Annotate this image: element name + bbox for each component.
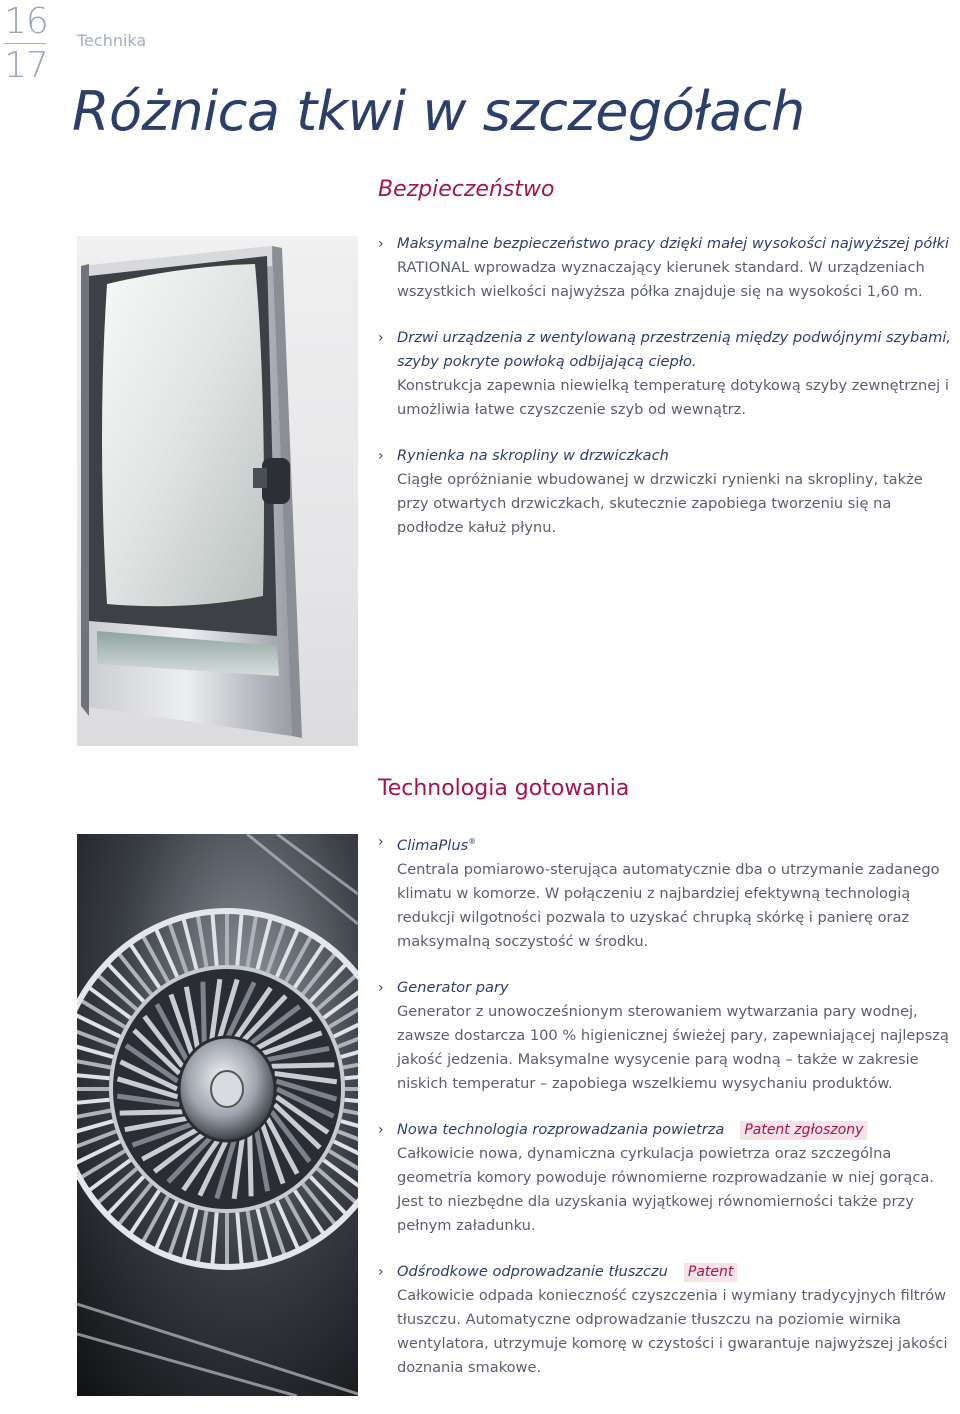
page-numbers xyxy=(4,2,48,86)
item-title: ClimaPlus xyxy=(397,836,469,854)
item-title: Rynienka na skropliny w drzwiczkach xyxy=(397,447,669,464)
item-title: Maksymalne bezpieczeństwo pracy dzięki małej wysokości najwyższej półki xyxy=(397,235,949,252)
item-body: Całkowicie nowa, dynamiczna cyrkulacja powietrza oraz szczególna geometria komory powoduje równomierne rozprowadzanie w niej gorąca. Jest to niezbędne dla uzyskania wyjątkowej równomierności także przy pełnym załadunku. xyxy=(397,1144,934,1234)
item-body: Całkowicie odpada konieczność czyszczenia i wymiany tradycyjnych filtrów tłuszczu. Automatyczne odprowadzanie tłuszczu na poziomie wirnika wentylatora, utrzymuje komorę w czystości i gwarantuje najwyższej jakości doznania smakowe. xyxy=(397,1286,948,1376)
item-body: Centrala pomiarowo-sterująca automatycznie dba o utrzymanie zadanego klimatu w komorze. W połączeniu z najbardziej efektywną technologią redukcji wilgotności pozwala to uzyskać chrupką skórkę i panierę oraz maksymalną soczystość w środku. xyxy=(397,860,940,950)
cooking-list xyxy=(378,830,958,1380)
bullet-arrow-icon: › xyxy=(378,330,384,346)
safety-heading: Bezpieczeństwo xyxy=(378,177,555,202)
item-body: Konstrukcja zapewnia niewielką temperaturę dotykową szyby zewnętrznej i umożliwia łatwe czyszczenie szyb od wewnątrz. xyxy=(397,377,949,418)
section-tag: Technika xyxy=(77,31,147,50)
convection-fan-photo xyxy=(77,834,358,1396)
item-title: Nowa technologia rozprowadzania powietrza xyxy=(397,1120,725,1138)
patent-badge: Patent xyxy=(684,1263,738,1282)
list-item xyxy=(378,976,958,1096)
list-item xyxy=(378,830,958,954)
list-item xyxy=(378,232,958,304)
item-body: Ciągłe opróżnianie wbudowanej w drzwiczki rynienki na skropliny, także przy otwartych drzwiczkach, skutecznie zapobiega tworzeniu się na podłodze kałuż płynu. xyxy=(397,471,923,536)
list-item xyxy=(378,1118,958,1238)
item-title: Generator pary xyxy=(397,978,509,996)
bullet-arrow-icon: › xyxy=(378,834,384,850)
oven-door-illustration xyxy=(77,236,358,746)
oven-door-photo xyxy=(77,236,358,746)
safety-list xyxy=(378,232,958,540)
bullet-arrow-icon: › xyxy=(378,236,384,252)
cooking-heading: Technologia gotowania xyxy=(378,776,630,801)
bullet-arrow-icon: › xyxy=(378,979,384,996)
list-item xyxy=(378,1260,958,1380)
bullet-arrow-icon: › xyxy=(378,448,384,464)
item-title: Odśrodkowe odprowadzanie tłuszczu xyxy=(397,1262,668,1280)
page-title: Różnica tkwi w szczegółach xyxy=(72,80,805,143)
page-number-divider xyxy=(4,43,46,44)
fan-illustration xyxy=(77,834,358,1396)
item-body: RATIONAL wprowadza wyznaczający kierunek standard. W urządzeniach wszystkich wielkości najwyższa półka znajduje się na wysokości 1,60 m. xyxy=(397,259,925,300)
item-title: Drzwi urządzenia z wentylowaną przestrzenią między podwójnymi szybami, szyby pokryte powłoką odbijającą ciepło. xyxy=(397,329,952,370)
list-item xyxy=(378,444,958,540)
registered-mark: ® xyxy=(468,837,477,846)
list-item xyxy=(378,326,958,422)
page-number-left: 16 xyxy=(4,1,48,42)
bullet-arrow-icon: › xyxy=(378,1263,384,1280)
page-number-right: 17 xyxy=(4,45,48,86)
item-body: Generator z unowocześnionym sterowaniem wytwarzania pary wodnej, zawsze dostarcza 100 % higienicznej świeżej pary, zapewniającej najlepszą jakość jedzenia. Maksymalne wysycenie parą wodną – także w zakresie niskich temperatur – zapobiega wszelkiemu wysychaniu produktów. xyxy=(397,1002,949,1092)
patent-badge: Patent zgłoszony xyxy=(740,1121,867,1140)
bullet-arrow-icon: › xyxy=(378,1121,384,1138)
